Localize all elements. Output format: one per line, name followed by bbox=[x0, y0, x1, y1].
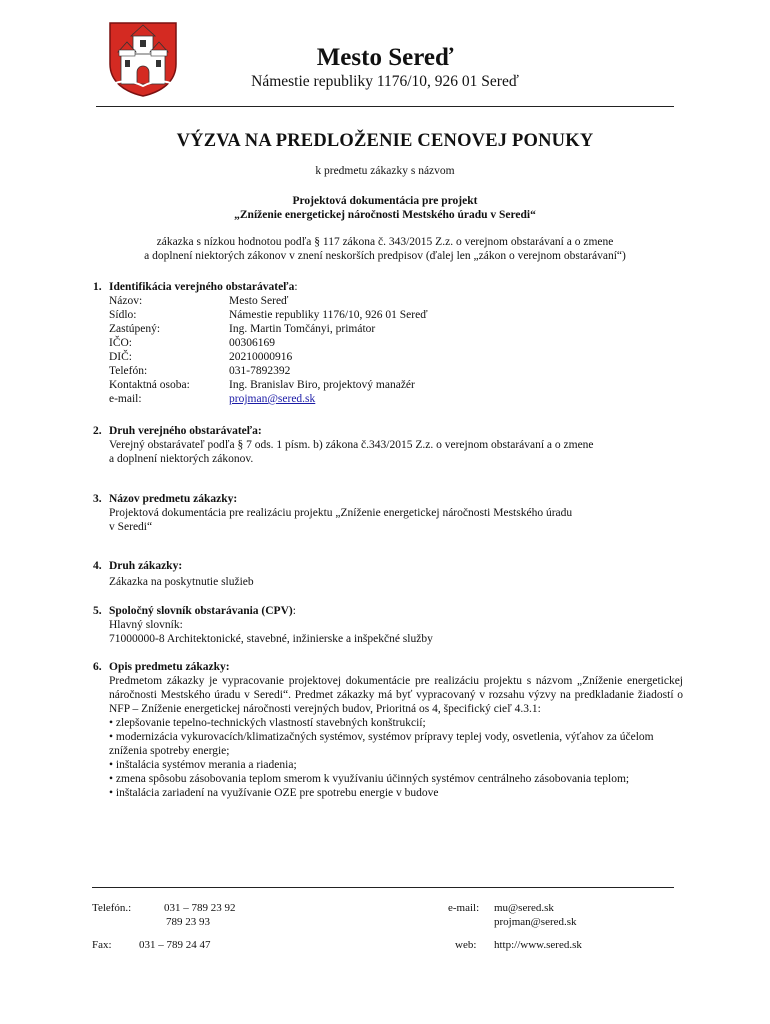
bullet-item: • zlepšovanie tepelno-technických vlastností stavebných konštrukcií; bbox=[109, 717, 426, 729]
section-text: Zákazka na poskytnutie služieb bbox=[109, 576, 254, 588]
info-row: IČO: 00306169 bbox=[109, 337, 275, 349]
bullet-item: • inštalácia zariadení na využívanie OZE pre spotrebu energie v budove bbox=[109, 787, 439, 799]
section-text: Verejný obstarávateľ podľa § 7 ods. 1 písm. b) zákona č.343/2015 Z.z. o verejnom obstarávaní a o zmene bbox=[109, 439, 594, 451]
info-row: Telefón: 031-7892392 bbox=[109, 365, 291, 377]
footer-email-2[interactable]: projman@sered.sk bbox=[494, 916, 577, 928]
footer-web-label: web: bbox=[455, 939, 477, 951]
footer-tel-label: Telefón.: bbox=[92, 902, 132, 914]
section-number: 1. bbox=[93, 281, 102, 293]
section-2 bbox=[93, 424, 683, 466]
section-heading: Druh zákazky: bbox=[109, 560, 183, 572]
project-line-2: „Zníženie energetickej náročnosti Mestského úradu v Seredi“ bbox=[234, 209, 536, 221]
section-heading: Opis predmetu zákazky: bbox=[109, 661, 230, 673]
law-line-1: zákazka s nízkou hodnotou podľa § 117 zákona č. 343/2015 Z.z. o verejnom obstarávaní a o zmene bbox=[156, 236, 614, 248]
law-line-2: a doplnení niektorých zákonov v znení neskorších predpisov (ďalej len „zákon o verejnom obstarávaní“) bbox=[144, 250, 626, 262]
info-row: Sídlo: Námestie republiky 1176/10, 926 01 Sereď bbox=[109, 309, 428, 321]
header-divider bbox=[96, 106, 674, 107]
section-number: 2. bbox=[93, 425, 102, 437]
footer-email-label: e-mail: bbox=[448, 902, 480, 914]
info-row: Kontaktná osoba: Ing. Branislav Biro, projektový manažér bbox=[109, 379, 415, 391]
footer-fax: 031 – 789 24 47 bbox=[139, 939, 211, 951]
section-number: 4. bbox=[93, 560, 102, 572]
info-row: e-mail: projman@sered.sk bbox=[109, 393, 316, 405]
section-3 bbox=[93, 492, 683, 534]
footer-tel-2: 789 23 93 bbox=[166, 916, 210, 928]
section-text: Projektová dokumentácia pre realizáciu projektu „Zníženie energetickej náročnosti Mestského úradu bbox=[109, 507, 573, 519]
section-heading: Identifikácia verejného obstarávateľa bbox=[109, 281, 295, 293]
section-6 bbox=[93, 660, 683, 800]
bullet-item: • inštalácia systémov merania a riadenia; bbox=[109, 759, 297, 771]
footer-email-1[interactable]: mu@sered.sk bbox=[494, 902, 554, 914]
subject-intro: k predmetu zákazky s názvom bbox=[315, 165, 455, 177]
bullet-item: • zmena spôsobu zásobovania teplom smerom k využívaniu účinných systémov centrálneho zásobovania teplom; bbox=[109, 773, 630, 785]
section-number: 5. bbox=[93, 605, 102, 617]
document-title: VÝZVA NA PREDLOŽENIE CENOVEJ PONUKY bbox=[176, 131, 594, 151]
section-heading: Druh verejného obstarávateľa: bbox=[109, 425, 262, 437]
city-name: Mesto Sereď bbox=[316, 44, 454, 71]
section-5: 5. Spoločný slovník obstarávania (CPV): Hlavný slovník: 71000000-8 Architektonické, stavebné, inžinierske a inšpekčné služby bbox=[93, 604, 683, 646]
section-text: a doplnení niektorých zákonov. bbox=[109, 453, 254, 465]
email-link[interactable]: projman@sered.sk bbox=[229, 393, 316, 405]
city-coat-of-arms bbox=[107, 20, 179, 98]
law-reference bbox=[96, 235, 674, 263]
section-number: 6. bbox=[93, 661, 102, 673]
section-number: 3. bbox=[93, 493, 102, 505]
section-heading: Spoločný slovník obstarávania (CPV) bbox=[109, 605, 293, 617]
section-4 bbox=[93, 559, 683, 589]
footer-divider bbox=[92, 887, 674, 888]
section-text: v Seredi“ bbox=[109, 521, 153, 533]
section-text: 71000000-8 Architektonické, stavebné, inžinierske a inšpekčné služby bbox=[109, 633, 433, 645]
section-paragraph: Predmetom zákazky je vypracovanie projektovej dokumentácie pre realizáciu projektu s názvom „Zníženie energetickej náročnosti Mestského úradu v Seredi“. Predmet zákazky má byť vypracovaný v rozsahu výzvy na predkladanie žiadostí o NFP – Zníženie energetickej náročnosti verejných budov, Prioritná os 4, špecifický cieľ 4.3.1: bbox=[109, 675, 683, 715]
city-address: Námestie republiky 1176/10, 926 01 Sereď bbox=[251, 73, 519, 90]
footer-tel-1: 031 – 789 23 92 bbox=[164, 902, 236, 914]
bullet-item: • modernizácia vykurovacích/klimatizačných systémov, systémov prípravy teplej vody, osvetlenia, výťahov za účelom zníženia spotreby energie; bbox=[109, 731, 654, 757]
section-text: Hlavný slovník: bbox=[109, 619, 183, 631]
project-name bbox=[96, 194, 674, 222]
info-row: DIČ: 20210000916 bbox=[109, 351, 293, 363]
section-1: 1. Identifikácia verejného obstarávateľa: Názov: Mesto Sereď Sídlo: Námestie republiky 1176/10, 926 01 Sereď Zastúpený: Ing. Martin Tomčányi, primátor IČO: 00306169 DIČ: 20210000916 Telefón: 031-7892392 Kontaktná osoba: Ing. Branislav Biro, projektový manažér e-mail: projman@sered.sk bbox=[93, 280, 683, 406]
info-row: Zastúpený: Ing. Martin Tomčányi, primátor bbox=[109, 323, 376, 335]
footer-web[interactable]: http://www.sered.sk bbox=[494, 939, 582, 951]
project-line-1: Projektová dokumentácia pre projekt bbox=[292, 195, 478, 207]
info-row: Názov: Mesto Sereď bbox=[109, 295, 289, 307]
footer-fax-label: Fax: bbox=[92, 939, 112, 951]
section-heading: Názov predmetu zákazky: bbox=[109, 493, 238, 505]
